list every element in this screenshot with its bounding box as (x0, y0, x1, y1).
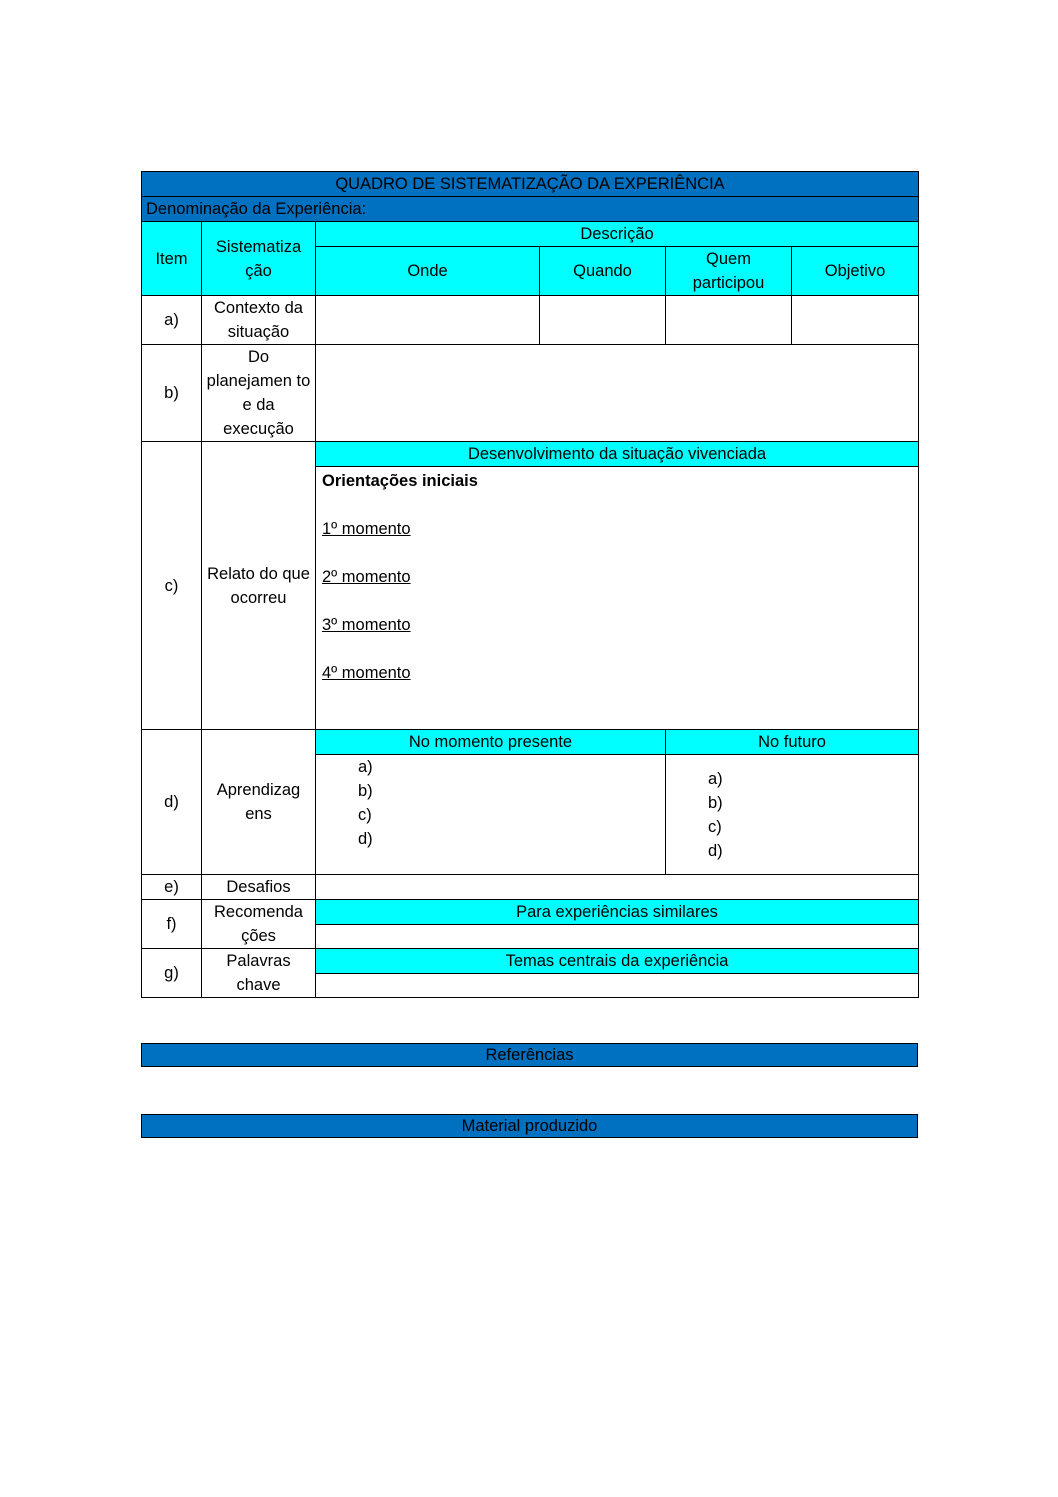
material-produzido-header: Material produzido (141, 1114, 918, 1138)
section-header-recomendacoes: Para experiências similares (316, 900, 919, 925)
list-item: a) (358, 758, 373, 776)
cell-recomendacoes[interactable] (316, 925, 919, 949)
row-item-label: g) (142, 949, 202, 998)
header-momento-presente: No momento presente (316, 730, 666, 755)
cell-quem-participou[interactable] (666, 296, 792, 345)
header-descricao: Descrição (316, 222, 919, 247)
header-sistematizacao: Sistematiza ção (202, 222, 316, 296)
moment-4: 4º momento (322, 664, 411, 682)
table-row (142, 345, 919, 442)
future-list (670, 767, 914, 863)
row-sistematizacao-label: Recomenda ções (202, 900, 316, 949)
row-sistematizacao-label: Palavras chave (202, 949, 316, 998)
table-row (142, 875, 919, 900)
list-item: d) (358, 830, 373, 848)
row-item-label: c) (142, 442, 202, 730)
table-row (142, 442, 919, 467)
header-quando: Quando (540, 247, 666, 296)
row-sistematizacao-label: Desafios (202, 875, 316, 900)
present-list-cell[interactable] (316, 755, 666, 875)
list-item: c) (358, 806, 372, 824)
systematization-table (141, 171, 919, 998)
moment-3: 3º momento (322, 616, 411, 634)
row-sistematizacao-label: Relato do que ocorreu (202, 442, 316, 730)
row-item-label: e) (142, 875, 202, 900)
header-onde: Onde (316, 247, 540, 296)
row-item-label: d) (142, 730, 202, 875)
row-item-label: a) (142, 296, 202, 345)
list-item: c) (708, 817, 722, 836)
section-header-temas: Temas centrais da experiência (316, 949, 919, 974)
present-list (320, 755, 661, 851)
moment-1: 1º momento (322, 520, 411, 538)
future-list-cell[interactable] (666, 755, 919, 875)
header-no-futuro: No futuro (666, 730, 919, 755)
header-objetivo: Objetivo (792, 247, 919, 296)
row-sistematizacao-label: Do planejamen to e da execução (202, 345, 316, 442)
cell-palavras-chave[interactable] (316, 974, 919, 998)
orientacoes-iniciais: Orientações iniciais (322, 472, 478, 490)
row-sistematizacao-label: Aprendizag ens (202, 730, 316, 875)
list-item: b) (358, 782, 373, 800)
cell-quando[interactable] (540, 296, 666, 345)
list-item: a) (708, 769, 723, 788)
cell-onde[interactable] (316, 296, 540, 345)
cell-objetivo[interactable] (792, 296, 919, 345)
section-header-desenvolvimento: Desenvolvimento da situação vivenciada (316, 442, 919, 467)
row-sistematizacao-label: Contexto da situação (202, 296, 316, 345)
table-row (142, 296, 919, 345)
table-row (142, 949, 919, 974)
row-item-label: f) (142, 900, 202, 949)
table-row (142, 730, 919, 755)
list-item: b) (708, 793, 723, 812)
header-item: Item (142, 222, 202, 296)
denomination-label: Denominação da Experiência: (142, 197, 919, 222)
row-item-label: b) (142, 345, 202, 442)
cell-planejamento[interactable] (316, 345, 919, 442)
cell-desafios[interactable] (316, 875, 919, 900)
list-item: d) (708, 841, 723, 860)
table-title: QUADRO DE SISTEMATIZAÇÃO DA EXPERIÊNCIA (142, 172, 919, 197)
header-quem-participou: Quem participou (666, 247, 792, 296)
relato-content[interactable] (316, 467, 919, 730)
moment-2: 2º momento (322, 568, 411, 586)
table-row (142, 900, 919, 925)
referencias-header: Referências (141, 1043, 918, 1067)
